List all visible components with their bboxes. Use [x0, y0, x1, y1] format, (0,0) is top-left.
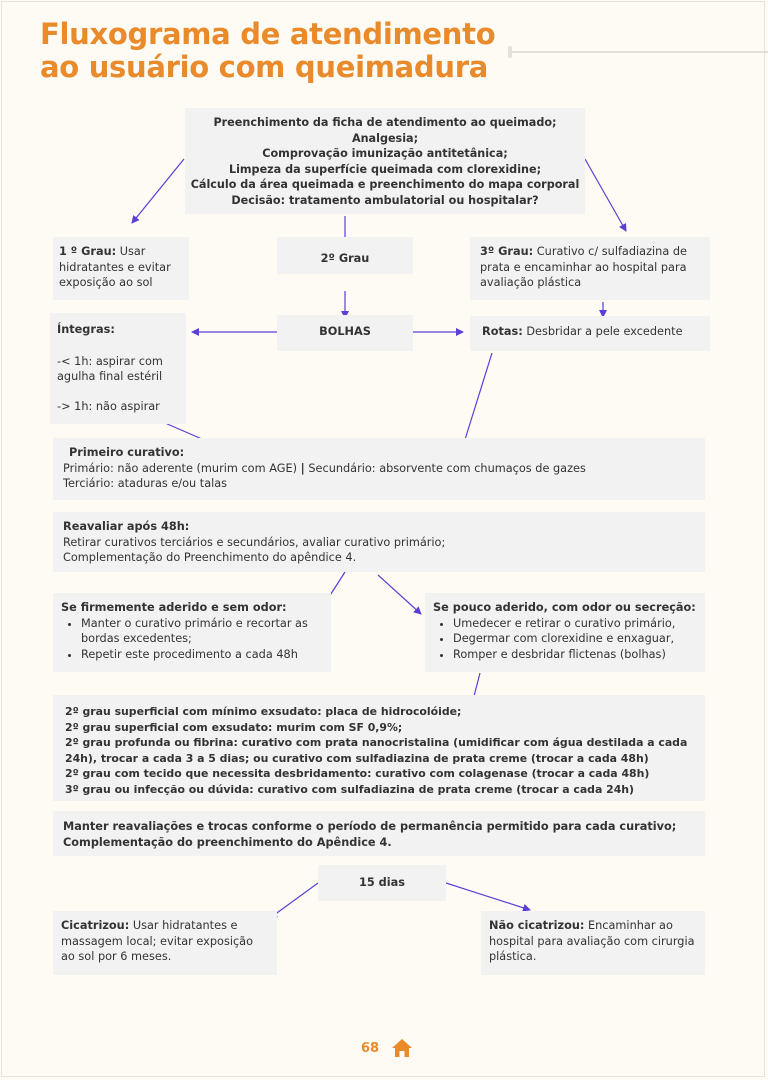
healed-text: Usar hidratantes e massagem local; evitar exposição ao sol por 6 meses.	[61, 919, 254, 963]
ruptured-text: Desbridar a pele excedente	[522, 325, 683, 338]
second-degree-box	[277, 237, 413, 274]
arrow-top-to-grau3	[585, 159, 626, 231]
intact-under-1h: -< 1h: aspirar com agulha final estéril	[57, 354, 163, 383]
step-line: Preenchimento da ficha de atendimento ao queimado;	[213, 116, 557, 129]
ruptured-label: Rotas:	[482, 325, 523, 338]
keep-line: Manter reavaliações e trocas conforme o período de permanência permitido para cada curativo;	[63, 820, 677, 833]
intact-over-1h: -> 1h: não aspirar	[57, 399, 160, 413]
reassess-line1: Retirar curativos terciários e secundários, avaliar curativo primário;	[63, 535, 446, 549]
not-healed-box	[481, 911, 705, 975]
first-dressing-box	[53, 438, 705, 500]
reassess-line2: Complementação do Preenchimento do apêndice 4.	[63, 551, 357, 564]
step-line: Decisão: tratamento ambulatorial ou hospitalar?	[231, 193, 539, 207]
secondary-dressing: Secundário: absorvente com chumaços de gazes	[304, 461, 586, 475]
firmly-adhered-box	[53, 593, 331, 672]
third-degree-text: Curativo c/ sulfadiazina de prata e encaminhar ao hospital para avaliação plástica	[480, 245, 687, 289]
option-line: 2º grau com tecido que necessita desbridamento: curativo com colagenase (trocar a cada 48h)	[65, 767, 650, 780]
keep-line: Complementação do preenchimento do Apêndice 4.	[63, 835, 392, 849]
fifteen-days-label: 15 dias	[359, 876, 405, 889]
not-healed-label: Não cicatrizou:	[489, 919, 585, 932]
second-degree-label: 2º Grau	[320, 252, 370, 265]
option-line: 2º grau superficial com mínimo exsudato: placa de hidrocolóide;	[65, 705, 462, 718]
arrow-reavaliar-to-pouco	[378, 575, 421, 614]
primary-dressing: Primário: não aderente (murim com AGE)	[63, 461, 301, 475]
not-healed-text: Encaminhar ao hospital para avaliação com cirurgia plástica.	[489, 919, 695, 963]
option-line: 2º grau superficial com exsudato: murim com SF 0,9%;	[65, 720, 403, 734]
tertiary-dressing: Terciário: ataduras e/ou talas	[63, 477, 228, 490]
first-degree-text: Usar hidratantes e evitar exposição ao sol	[59, 245, 171, 289]
intact-blisters-box	[50, 313, 186, 424]
fifteen-days-box	[318, 865, 446, 901]
first-degree-label: 1 º Grau:	[59, 245, 117, 258]
arrow-15dias-to-cicatrizou	[270, 883, 318, 918]
firmly-adhered-list	[61, 616, 323, 663]
firmly-adhered-label: Se firmemente aderido e sem odor:	[61, 601, 287, 614]
first-degree-box	[53, 237, 189, 300]
first-dressing-line1	[63, 461, 695, 477]
home-icon[interactable]	[391, 1038, 413, 1058]
list-item: • Umedecer e retirar o curativo primário,	[453, 616, 697, 632]
keep-reassessing-box	[53, 811, 705, 856]
step-line: Cálculo da área queimada e preenchimento do mapa corporal	[190, 178, 580, 191]
step-line: Comprovação imunização antitetânica;	[262, 147, 508, 160]
ruptured-blisters-box	[470, 316, 710, 351]
reassess-label: Reavaliar após 48h:	[63, 520, 190, 533]
blisters-label: BOLHAS	[319, 325, 371, 338]
third-degree-label: 3º Grau:	[480, 245, 534, 258]
poorly-adhered-box	[425, 593, 705, 672]
page-number: 68	[361, 1041, 380, 1056]
separator: |	[300, 461, 305, 475]
poorly-adhered-label: Se pouco aderido, com odor ou secreção:	[433, 601, 696, 614]
initial-assessment-box	[185, 108, 585, 214]
reassess-box	[53, 512, 705, 572]
title-line-1: Fluxograma de atendimento	[40, 17, 496, 51]
arrow-rotas-to-curativo	[463, 353, 492, 446]
healed-box	[53, 911, 277, 975]
intact-label: Íntegras:	[57, 323, 115, 336]
healed-label: Cicatrizou:	[61, 919, 130, 932]
option-line: 2º grau profunda ou fibrina: curativo com prata nanocristalina (umidificar com água destilada a cada 24h), trocar a cada 3 a 5 dias; ou curativo com sulfadiazina de prata creme (trocar a cada 48h)	[65, 736, 688, 765]
step-line: Analgesia;	[351, 131, 419, 145]
title-line-2: ao usuário com queimadura	[40, 50, 488, 84]
dressing-options-box	[53, 695, 705, 801]
list-item: • Manter o curativo primário e recortar as bordas excedentes;	[81, 616, 323, 647]
blisters-box	[277, 315, 413, 351]
list-item: • Repetir este procedimento a cada 48h	[81, 647, 323, 663]
option-line: 3º grau ou infecção ou dúvida: curativo com sulfadiazina de prata creme (trocar a cada 24h)	[65, 782, 635, 796]
step-line: Limpeza da superfície queimada com clorexidine;	[228, 162, 542, 176]
list-item: • Romper e desbridar flictenas (bolhas)	[453, 647, 697, 663]
arrow-15dias-to-naocicatrizou	[446, 883, 530, 910]
first-dressing-label: Primeiro curativo:	[69, 446, 185, 459]
poorly-adhered-list	[433, 616, 697, 663]
list-item: • Degermar com clorexidine e enxaguar,	[453, 631, 697, 647]
arrow-top-to-grau1	[132, 159, 184, 223]
third-degree-box	[470, 237, 710, 300]
